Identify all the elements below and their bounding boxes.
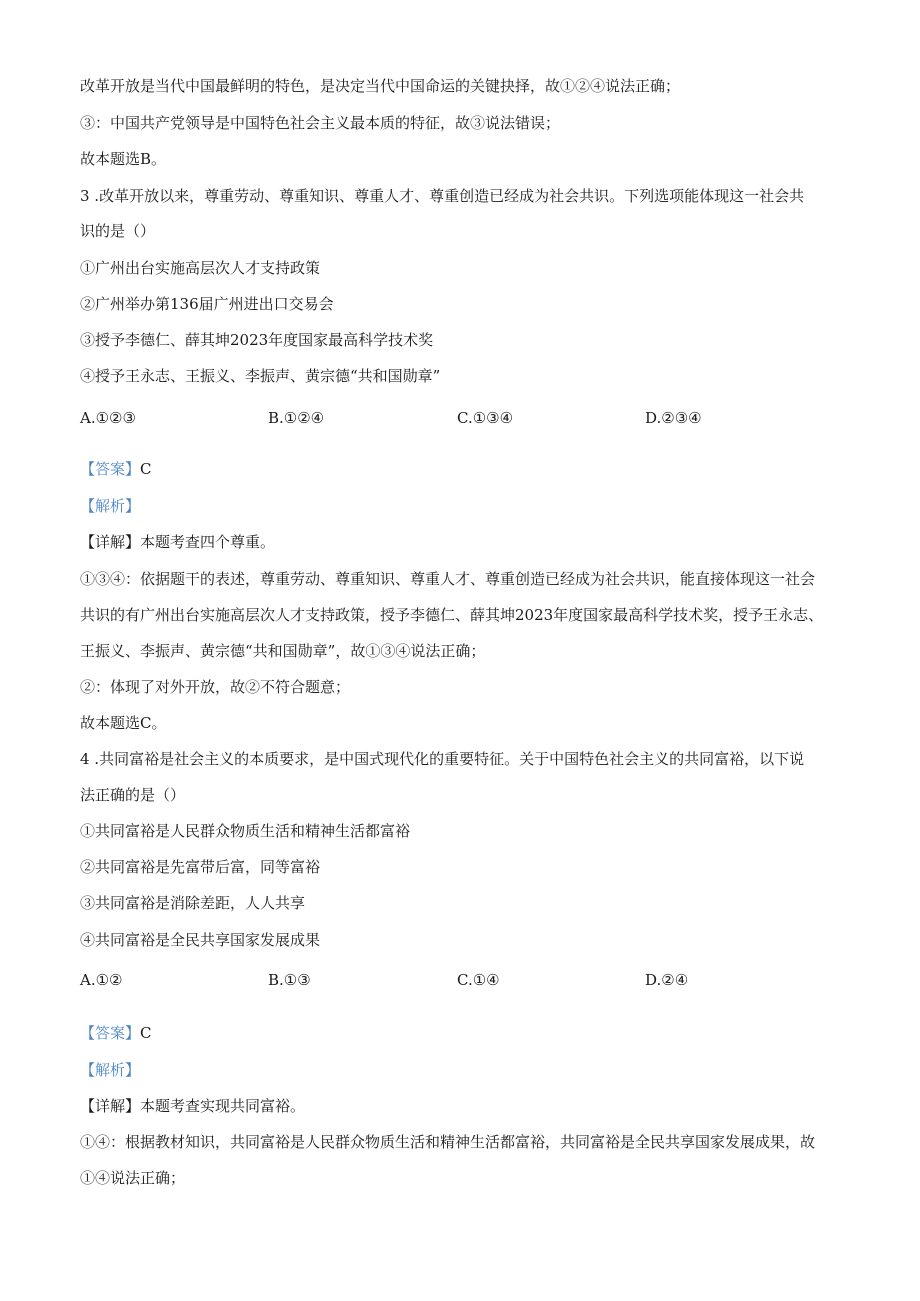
question-4-option-d: D.②④ [645, 971, 689, 989]
analysis-tag: 【解析】 [80, 497, 141, 515]
question-3-stem: 3 .改革开放以来，尊重劳动、尊重知识、尊重人才、尊重创造已经成为社会共识。下列选项能体现这一社会共 [80, 187, 805, 205]
question-3-option-d: D.②③④ [645, 409, 702, 427]
question-4-option-c: C.①④ [457, 971, 500, 989]
question-3-analysis-tag [80, 496, 140, 516]
answer-value: C [140, 1024, 152, 1042]
question-3-detail-line: ①③④：依据题干的表述，尊重劳动、尊重知识、尊重人才、尊重创造已经成为社会共识，能直接体现这一社会 [80, 570, 816, 588]
question-4-option-b: B.①③ [268, 971, 311, 989]
question-4-statement-2: ②共同富裕是先富带后富，同等富裕 [80, 858, 321, 876]
question-3-detail-line: 共识的有广州出台实施高层次人才支持政策，授予李德仁、薛其坤2023年度国家最高科学技术奖，授予王永志、 [80, 606, 824, 624]
question-3-conclusion: 故本题选C。 [80, 714, 167, 732]
analysis-tag: 【解析】 [80, 1061, 141, 1079]
answer-tag: 【答案】 [80, 1024, 141, 1042]
question-3-detail-line: ②：体现了对外开放，故②不符合题意； [80, 678, 351, 696]
question-4-stem-cont: 法正确的是（） [80, 786, 186, 804]
question-3-detail-heading: 【详解】本题考查四个尊重。 [80, 533, 276, 551]
answer-tag: 【答案】 [80, 460, 141, 478]
question-3-stem-cont: 识的是（） [80, 222, 156, 240]
question-4-statement-3: ③共同富裕是消除差距，人人共享 [80, 894, 306, 912]
question-3-option-a: A.①②③ [80, 409, 136, 427]
question-4-stem: 4 .共同富裕是社会主义的本质要求，是中国式现代化的重要特征。关于中国特色社会主义的共同富裕，以下说 [80, 750, 805, 768]
question-3-option-b: B.①②④ [268, 409, 325, 427]
question-3-statement-2: ②广州举办第136届广州进出口交易会 [80, 295, 334, 313]
question-3-statement-3: ③授予李德仁、薛其坤2023年度国家最高科学技术奖 [80, 331, 434, 349]
question-3-detail-line: 王振义、李振声、黄宗德“共和国勋章”，故①③④说法正确； [80, 642, 486, 660]
question-4-detail-line: ①④：根据教材知识，共同富裕是人民群众物质生活和精神生活都富裕，共同富裕是全民共享国家发展成果，故 [80, 1133, 816, 1151]
answer-value: C [140, 460, 152, 478]
question-4-statement-1: ①共同富裕是人民群众物质生活和精神生活都富裕 [80, 822, 411, 840]
question-4-detail-heading: 【详解】本题考查实现共同富裕。 [80, 1097, 306, 1115]
question-4-statement-4: ④共同富裕是全民共享国家发展成果 [80, 931, 321, 949]
explanation-line: 改革开放是当代中国最鲜明的特色，是决定当代中国命运的关键抉择，故①②④说法正确； [80, 77, 681, 95]
question-3-answer [80, 459, 152, 479]
question-3-statement-4: ④授予王永志、王振义、李振声、黄宗德“共和国勋章” [80, 367, 441, 385]
question-4-answer [80, 1023, 152, 1043]
question-4-option-a: A.①② [80, 971, 123, 989]
question-3-option-c: C.①③④ [457, 409, 514, 427]
explanation-line: ③：中国共产党领导是中国特色社会主义最本质的特征，故③说法错误； [80, 114, 561, 132]
question-4-detail-line: ①④说法正确； [80, 1169, 186, 1187]
question-3-statement-1: ①广州出台实施高层次人才支持政策 [80, 259, 321, 277]
question-4-analysis-tag [80, 1060, 140, 1080]
conclusion-line: 故本题选B。 [80, 150, 167, 168]
